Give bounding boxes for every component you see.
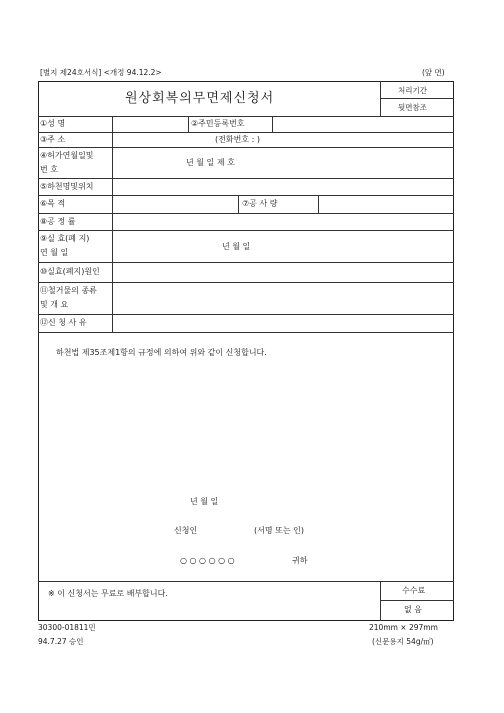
- rule-resident-split: [272, 116, 273, 132]
- resident-number-label: ②주민등록번호: [191, 119, 245, 128]
- rule-row-1: [38, 132, 454, 133]
- form-number: [별지 제24호서식] <개정 94.12.2>: [40, 68, 162, 77]
- signature-label: (서명 또는 인): [254, 526, 304, 535]
- processing-period-label: 처리기간: [398, 86, 427, 95]
- rule-row-8: [38, 282, 454, 283]
- name-label: ①성 명: [40, 119, 66, 128]
- rule-fee-box: [380, 600, 454, 601]
- paper-type: (신문용지 54g/㎡): [372, 637, 434, 646]
- removal-objects-label: ⑪철거물의 종류: [40, 286, 97, 295]
- expiry-date-value: 년 월 일: [222, 242, 251, 251]
- purpose-label: ⑥목 적: [40, 199, 66, 208]
- rule-process-box: [380, 98, 454, 99]
- permit-date-label: ④허가연월일및: [40, 151, 94, 160]
- addressee-circles: ○ ○ ○ ○ ○ ○: [180, 556, 235, 565]
- permit-number-label: 번 호: [40, 165, 58, 174]
- rule-row-10: [38, 332, 454, 333]
- statement-text: 하천법 제35조제1항의 규정에 의하여 위와 같이 신청합니다.: [56, 348, 267, 357]
- phone-number-label: (전화번호 : ): [215, 135, 260, 144]
- rule-amount-split: [318, 195, 319, 213]
- paper-size: 210mm × 297mm: [369, 623, 438, 632]
- rule-fee-divider: [380, 581, 381, 621]
- fee-value: 없 음: [404, 605, 422, 614]
- rule-title-divider: [380, 81, 381, 116]
- application-reason-label: ⑫신 청 사 유: [40, 318, 87, 327]
- rule-row-2: [38, 147, 454, 148]
- construction-amount-label: ⑦공 사 량: [242, 199, 278, 208]
- free-distribution-note: ※ 이 신청서는 무료로 배부합니다.: [48, 589, 168, 598]
- approval-date: 94.7.27 승인: [38, 637, 84, 646]
- fee-label: 수수료: [402, 586, 426, 595]
- rule-row-3: [38, 178, 454, 179]
- applicant-label: 신청인: [174, 526, 198, 535]
- form-code: 30300-01811민: [38, 623, 96, 632]
- rule-name-split: [188, 116, 189, 132]
- rule-label-column: [112, 116, 113, 332]
- rule-footer-top: [38, 581, 454, 582]
- rule-title-bottom: [38, 116, 454, 117]
- expiry-reason-label: ⑩실효(폐지)원인: [40, 267, 100, 276]
- rule-row-4: [38, 195, 454, 196]
- rule-row-7: [38, 262, 454, 263]
- form-title: 원상회복의무면제신청서: [125, 91, 275, 106]
- addressee-suffix: 귀하: [292, 556, 308, 565]
- processing-period-value: 뒷면참조: [398, 103, 427, 112]
- application-date: 년 월 일: [190, 497, 219, 506]
- rule-row-5: [38, 213, 454, 214]
- permit-date-number-value: 년 월 일 제 호: [186, 158, 235, 167]
- expiry-date-label: 연 월 일: [40, 248, 69, 257]
- page-side-label: (앞 면): [422, 68, 445, 77]
- removal-overview-label: 및 개 요: [40, 300, 69, 309]
- progress-rate-label: ⑧공 정 률: [40, 217, 76, 226]
- rule-row-6: [38, 230, 454, 231]
- rule-purpose-split: [238, 195, 239, 213]
- address-label: ③주 소: [40, 135, 66, 144]
- river-location-label: ⑤하천명및위치: [40, 182, 94, 191]
- expiry-label: ⑨실 효(폐 지): [40, 234, 90, 243]
- rule-row-9: [38, 314, 454, 315]
